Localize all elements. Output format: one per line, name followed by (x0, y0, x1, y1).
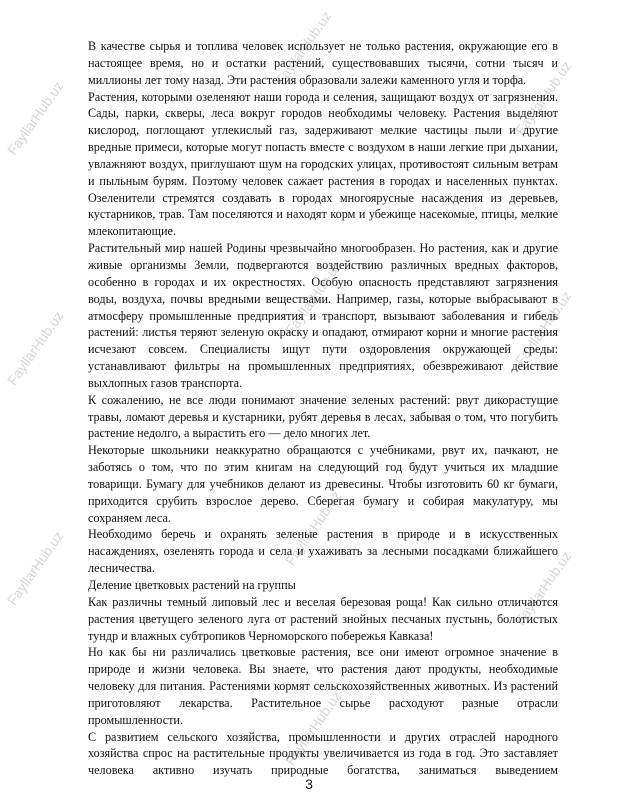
paragraph: Растения, которыми озеленяют наши города и селения, защищают воздух от загрязнения. Сады, парки, скверы, леса вокруг городов необходимы человеку. Растения выделяют кислород, поглощают углекислый газ, задерживают мелкие частицы пыли и другие вредные примеси, которые могут попасть вместе с воздухом в наши легкие при дыхании, увлажняют воздух, приглушают шум на городских улицах, противостоят сильным ветрам и пыльным бурям. Поэтому человек сажает растения в городах и населенных пунктах. Озеленители стремятся создавать в городах многоярусные насаждения из деревьев, кустарников, трав. Там поселяются и находят корм и убежище насекомые, птицы, мелкие млекопитающие. (88, 89, 558, 239)
watermark: FayllarHub.uz (271, 8, 335, 88)
watermark: FayllarHub.uz (511, 58, 575, 138)
paragraph: Растительный мир нашей Родины чрезвычайно многообразен. Но растения, как и другие живые организмы Земли, подвергаются воздействию различных вредных факторов, особенно в городах и их окрестностях. Особую опасность представляют загрязнения воды, воздуха, почвы вредными веществами. Например, газы, которые выбрасывают в атмосферу промышленные предприятия и транспорт, вызывают заболевания и гибель растений: листья теряют зеленую окраску и опадают, отмирают корни и многие растения исчезают совсем. Специалисты ищут пути оздоровления окружающей среды: устанавливают фильтры на промышленных предприятиях, обезвреживают действие выхлопных газов транспорта. (88, 241, 558, 390)
watermark: FayllarHub.uz (511, 288, 575, 368)
watermark: FayllarHub.uz (281, 258, 345, 338)
watermark: FayllarHub.uz (281, 488, 345, 568)
watermark: FayllarHub.uz (281, 688, 345, 768)
document-body (88, 38, 558, 779)
paragraph: Некоторые школьники неаккуратно обращаются с учебниками, рвут их, пачкают, не заботясь о том, что по этим книгам на следующий год будут учиться их младшие товарищи. Бумагу для учебников делают из древесины. Чтобы изготовить 60 кг бумаги, приходится срубить взрослое дерево. Сберегая бумагу и собирая макулатуру, мы сохраняем леса. (88, 443, 558, 525)
paragraph: К сожалению, не все люди понимают значение зеленых растений: рвут дикорастущие травы, ломают деревья и кустарники, рубят деревья в лесах, забывая о том, что погубить растение недолго, а вырастить его — дело многих лет. (88, 392, 558, 441)
watermark: FayllarHub.uz (3, 528, 67, 608)
paragraph: Как различны темный липовый лес и веселая березовая роща! Как сильно отличаются растения цветущего зеленого луга от растений знойных песчаных пустынь, болотистых тундр и влажных субтропиков Черноморского побережья Кавказа! (88, 594, 558, 643)
paragraph: Необходимо беречь и охранять зеленые растения в природе и в искусственных насаждениях, озеленять города и села и ухаживать за лесными посадками ближайшего лесничества. (88, 527, 558, 576)
watermark: FayllarHub.uz (511, 548, 575, 628)
paragraph: С развитием сельского хозяйства, промышленности и других отраслей народного хозяйства спрос на растительные продукты увеличивается из года в год. Это заставляет человека активно изучать природные богатства, заниматься выведением (88, 729, 558, 778)
watermark: FayllarHub.uz (3, 78, 67, 158)
page-number: 3 (305, 776, 313, 792)
section-heading: Деление цветковых растений на группы (88, 578, 296, 592)
paragraph: В качестве сырья и топлива человек использует не только растения, окружающие его в настоящее время, но и остатки растений, существовавших тысячи, сотни тысяч и миллионы лет тому назад. Эти растения образовали залежи каменного угля и торфа. (88, 39, 558, 87)
paragraph: Но как бы ни различались цветковые растения, все они имеют огромное значение в природе и жизни человека. Вы знаете, что растения дают продукты, необходимые человеку для питания. Растениями кормят сельскохозяйственных животных. Из растений приготовляют лекарства. Растительное сырье расходуют разные отрасли промышленности. (88, 645, 558, 727)
watermark: FayllarHub.uz (3, 308, 67, 388)
